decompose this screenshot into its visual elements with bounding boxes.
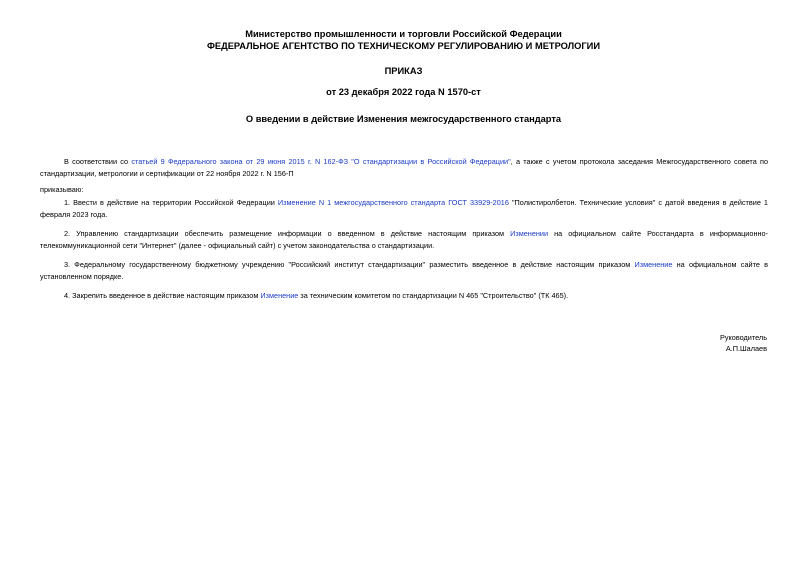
order-item-4 [40,290,768,302]
federal-law-link[interactable]: статьей 9 Федерального закона от 29 июня 2015 г. N 162-ФЗ "О стандартизации в Российской Федерации" [131,157,511,166]
item-2-text-after: на официальном сайте Росстандарта в информационно-телекоммуникационной сети "Интернет" (далее - официальный сайт) с учетом законодательства о стандартизации. [40,229,768,250]
signatory-position: Руководитель [719,333,767,342]
preamble-paragraph [40,156,768,180]
order-item-1 [40,197,768,221]
item-3-text-before: 3. Федеральному государственному бюджетному учреждению "Российский институт стандартизации" разместить введенное в действие настоящим приказом [64,260,635,269]
amendment-link-item-2[interactable]: Изменении [510,229,549,238]
document-type: ПРИКАЗ [384,66,423,76]
document-date-number: от 23 декабря 2022 года N 1570-ст [326,87,481,97]
order-item-2 [40,228,768,252]
amendment-standard-link[interactable]: Изменение N 1 межгосударственного стандарта ГОСТ 33929-2016 [277,198,509,207]
item-1-text-before: 1. Ввести в действие на территории Российской Федерации [64,198,278,207]
item-1-text-after: "Полистиролбетон. Технические условия" с датой введения в действие 1 февраля 2023 года. [40,198,768,219]
signatory-name: А.П.Шалаев [725,344,767,353]
item-4-text-after: за техническим комитетом по стандартизации N 465 "Строительство" (ТК 465). [298,291,569,300]
preamble-text-before: В соответствии со [64,157,132,166]
document-title: О введении в действие Изменения межгосударственного стандарта [245,114,562,124]
order-word: приказываю: [40,185,84,194]
item-4-text-before: 4. Закрепить введенное в действие настоящим приказом [64,291,261,300]
order-item-3 [40,259,768,283]
agency-heading: ФЕДЕРАЛЬНОЕ АГЕНТСТВО ПО ТЕХНИЧЕСКОМУ РЕГУЛИРОВАНИЮ И МЕТРОЛОГИИ [206,41,601,51]
amendment-link-item-4[interactable]: Изменение [260,291,299,300]
amendment-link-item-3[interactable]: Изменение [634,260,673,269]
item-2-text-before: 2. Управлению стандартизации обеспечить размещение информации о введенном в действие настоящим приказом [64,229,511,238]
ministry-heading: Министерство промышленности и торговли Российской Федерации [245,29,562,39]
item-3-text-after: на официальном сайте в установленном порядке. [40,260,768,281]
preamble-text-after: , а также с учетом протокола заседания Межгосударственного совета по стандартизации, метрологии и сертификации от 22 ноября 2022 г. N 156-П [40,157,769,178]
